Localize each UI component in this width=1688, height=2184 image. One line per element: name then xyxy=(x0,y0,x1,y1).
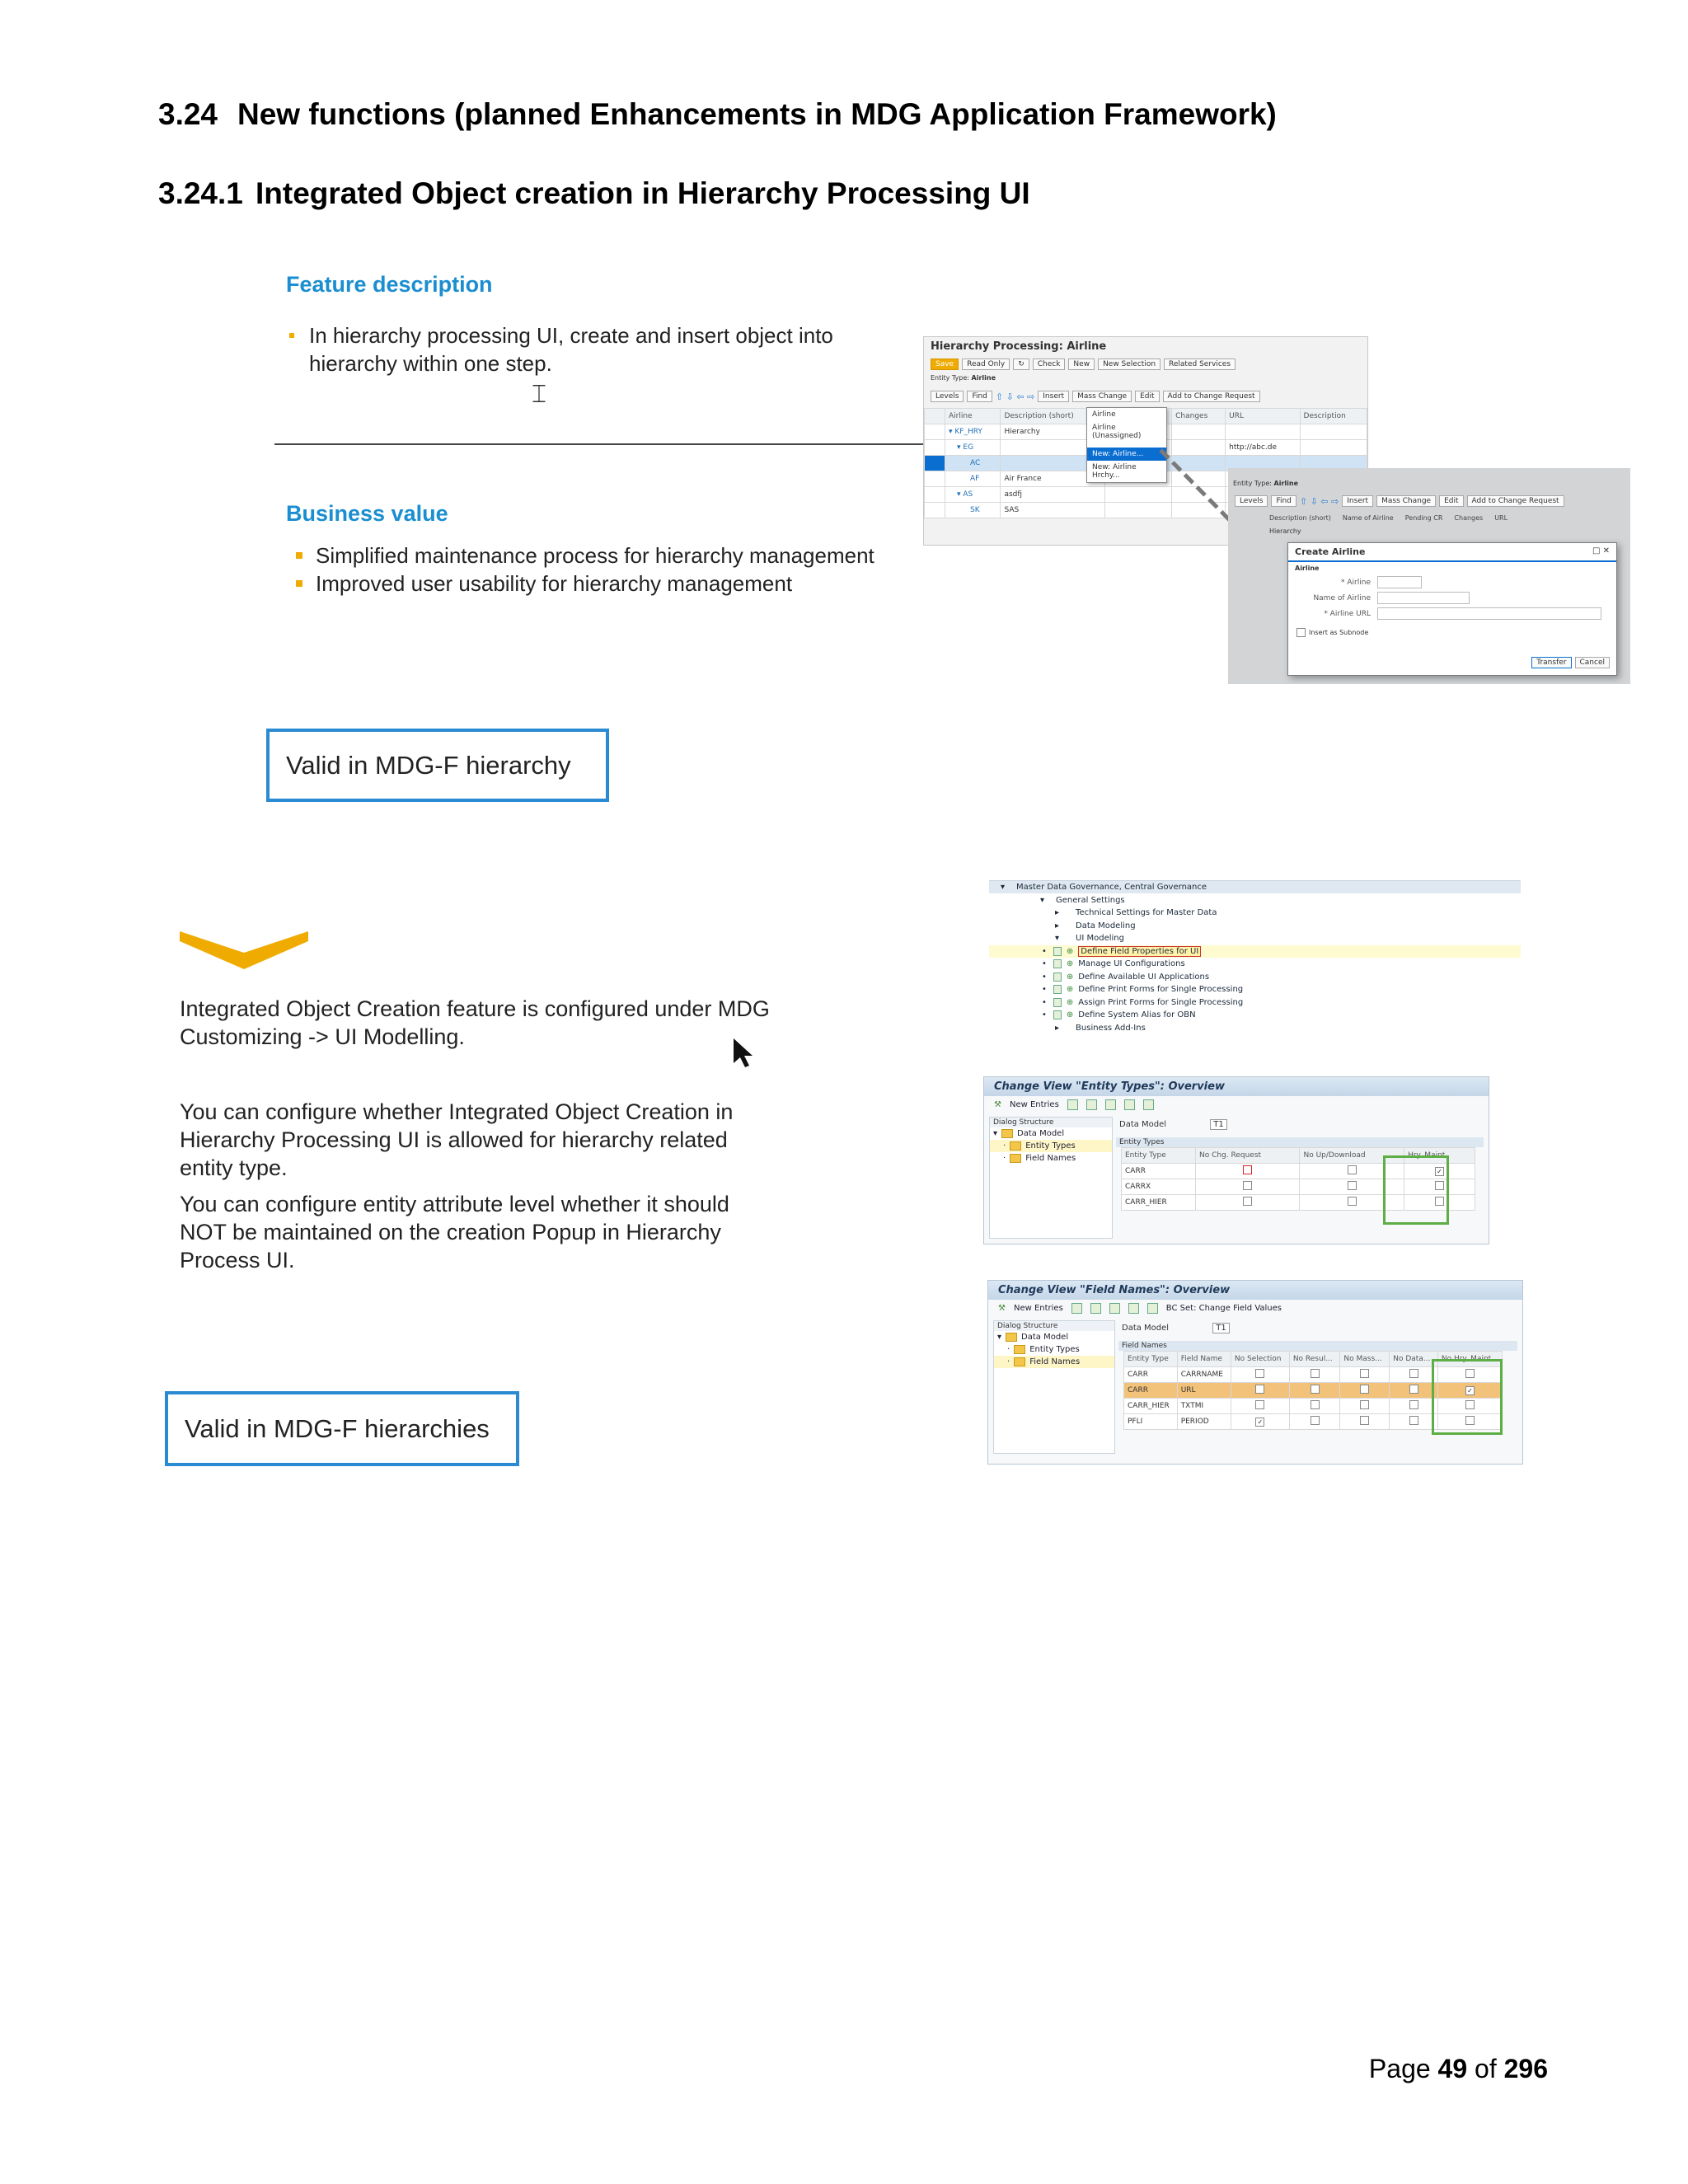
copy-icon[interactable] xyxy=(1071,1303,1082,1314)
url-field-row: * Airline URL xyxy=(1288,606,1616,621)
tree-item[interactable] xyxy=(989,881,1521,894)
col-description-2: Description xyxy=(1300,409,1367,424)
tree-item[interactable]: • ⊕ Assign Print Forms for Single Processing xyxy=(1042,997,1244,1007)
tree-item[interactable] xyxy=(989,1022,1521,1035)
expand-toggle-icon[interactable]: ▾ xyxy=(1001,883,1006,893)
chevron-down-icon xyxy=(180,931,308,971)
entity-types-table: Entity Type No Chg. Request No Up/Download Hry. Maint. CARR ✓ CARRX CARR_HIER xyxy=(1121,1147,1475,1211)
display-change-icon[interactable]: ⚒ xyxy=(994,1100,1001,1109)
tree-field-names[interactable]: · Field Names xyxy=(994,1356,1114,1368)
tree-entity-types[interactable]: · Entity Types xyxy=(1007,1345,1080,1354)
copy-icon[interactable] xyxy=(1067,1099,1078,1110)
table-row[interactable]: AC xyxy=(925,456,1367,471)
refresh-button[interactable]: ↻ xyxy=(1013,359,1029,370)
menu-item-airline[interactable]: Airline xyxy=(1092,410,1116,419)
bg-toolbar: Levels Find ⇧ ⇩ ⇦ ⇨ Insert Mass Change Edit Add to Change Request xyxy=(1228,493,1571,509)
tree-item[interactable] xyxy=(989,932,1521,945)
highlight-frame xyxy=(1383,1155,1449,1225)
select-all-icon[interactable] xyxy=(1124,1099,1135,1110)
col-url: URL xyxy=(1226,409,1300,424)
transfer-button[interactable]: Transfer xyxy=(1531,657,1571,668)
execute-icon[interactable]: ⊕ xyxy=(1066,985,1074,995)
data-model-input[interactable]: T1 xyxy=(1212,1323,1229,1333)
paragraph-attribute-level: You can configure entity attribute level whether it should NOT be maintained on the creation Popup in Hierarchy Process UI. xyxy=(180,1192,729,1272)
bg-entity-type: Entity Type: Airline xyxy=(1233,480,1299,487)
expand-toggle-icon[interactable]: ▸ xyxy=(1055,921,1060,930)
insert-button[interactable]: Insert xyxy=(1038,391,1069,402)
tree-item-label: General Settings xyxy=(1056,895,1125,905)
grid-toolbar xyxy=(924,388,1367,405)
data-model-line: Data Model T1 xyxy=(1116,1117,1484,1132)
dialog-section: Airline xyxy=(1295,565,1320,572)
section-title: New functions (planned Enhancements in MDG Application Framework) xyxy=(237,97,1277,131)
deselect-icon[interactable] xyxy=(1147,1303,1158,1314)
document-icon xyxy=(1053,1010,1062,1019)
table-row[interactable]: CARR URL ✓ xyxy=(1124,1383,1503,1399)
tree-entity-types[interactable]: · Entity Types xyxy=(990,1140,1112,1152)
mass-change-button[interactable]: Mass Change xyxy=(1072,391,1132,402)
entity-types-content: Data Model T1 Entity Types Entity Type No Chg. Request No Up/Download Hry. Maint. CARR ✓ CARRX CARR_HIER xyxy=(1116,1117,1484,1239)
tree-item-label: Business Add-Ins xyxy=(1076,1023,1146,1033)
feature-bullet: In hierarchy processing UI, create and insert object into hierarchy within one step. xyxy=(286,321,919,377)
bg-arrows-icon: ⇧ ⇩ ⇦ ⇨ xyxy=(1299,495,1339,507)
table-row[interactable]: CARR_HIER xyxy=(1122,1195,1475,1211)
table-row[interactable]: CARRX xyxy=(1122,1179,1475,1195)
tree-item[interactable]: • ⊕ Define Available UI Applications xyxy=(1042,972,1210,982)
business-value-list xyxy=(293,541,927,598)
table-row[interactable]: ▾ KF_HRY Hierarchy xyxy=(925,424,1367,440)
airline-input[interactable] xyxy=(1377,576,1422,588)
text-cursor-icon: ⌶ xyxy=(532,381,546,408)
field-names-screenshot xyxy=(987,1280,1523,1465)
levels-button[interactable]: Levels xyxy=(931,391,964,402)
cancel-button[interactable]: Cancel xyxy=(1575,657,1611,668)
footer-of: of xyxy=(1475,2054,1497,2083)
entity-types-title: Change View "Entity Types": Overview xyxy=(984,1077,1489,1096)
close-icon[interactable]: ✕ xyxy=(1602,546,1610,555)
table-row[interactable]: ▾ AS asdfj xyxy=(925,487,1367,503)
execute-icon[interactable]: ⊕ xyxy=(1066,997,1074,1007)
document-icon xyxy=(1053,985,1062,994)
field-names-table: Entity Type Field Name No Selection No Resul... No Mass... No Data... No Hry. Maint. CARR CARRNAME CARR URL ✓ CARR_HIER TXTMI PFLI PERIOD ✓ xyxy=(1123,1351,1503,1430)
name-field-row: Name of Airline xyxy=(1288,590,1616,606)
check-button[interactable]: Check xyxy=(1033,359,1066,370)
valid-note-1: Valid in MDG-F hierarchy xyxy=(266,729,609,802)
business-value-title: Business value xyxy=(286,501,448,526)
customizing-tree-screenshot xyxy=(989,880,1521,1034)
tree-item-label: Assign Print Forms for Single Processing xyxy=(1078,997,1244,1007)
dialog-structure-panel: Dialog Structure ▾ Data Model · Entity Types · Field Names xyxy=(989,1117,1113,1239)
execute-icon[interactable]: ⊕ xyxy=(1066,959,1074,969)
dialog-buttons xyxy=(1531,657,1610,668)
entity-type-line: Entity Type: Airline xyxy=(931,374,996,382)
name-input[interactable] xyxy=(1377,592,1470,604)
maximize-icon[interactable]: □ xyxy=(1592,546,1601,555)
create-airline-screenshot xyxy=(1228,468,1630,684)
new-button[interactable]: New xyxy=(1068,359,1095,370)
expand-toggle-icon[interactable]: ▾ xyxy=(1055,934,1060,944)
bc-set-button[interactable]: BC Set: Change Field Values xyxy=(1165,1304,1282,1313)
table-row[interactable]: SK SAS xyxy=(925,503,1367,518)
create-airline-dialog xyxy=(1287,542,1617,676)
undo-icon[interactable] xyxy=(1109,1303,1120,1314)
tree-item[interactable] xyxy=(989,907,1521,920)
table-row[interactable]: AF Air France xyxy=(925,471,1367,487)
highlight-frame xyxy=(1432,1359,1503,1435)
field-names-content: Data Model T1 Field Names Entity Type Field Name No Selection No Resul... No Mass... No Data... No Hry. Maint. CARR CARRNAME CARR URL ✓ CARR_HIER TXTMI PFLI PERIOD ✓ xyxy=(1118,1320,1517,1454)
insert-subnode-checkbox[interactable] xyxy=(1296,628,1306,637)
subsection-title: Integrated Object creation in Hierarchy Processing UI xyxy=(256,176,1030,210)
mouse-pointer-icon xyxy=(732,1037,753,1076)
dialog-structure-panel: Dialog Structure ▾ Data Model · Entity Types · Field Names xyxy=(993,1320,1115,1454)
add-to-cr-button[interactable]: Add to Change Request xyxy=(1163,391,1260,402)
read-only-button[interactable]: Read Only xyxy=(962,359,1010,370)
bg-column-headers: Description (short) Name of Airline Pending CR Changes URL xyxy=(1269,514,1508,522)
subsection-heading xyxy=(158,176,1030,211)
tree-item-label: Define Available UI Applications xyxy=(1078,972,1210,982)
delete-icon[interactable] xyxy=(1090,1303,1101,1314)
footer-prefix: Page xyxy=(1368,2054,1431,2083)
section-heading xyxy=(158,97,1277,132)
save-button[interactable]: Save xyxy=(931,359,959,370)
tree-data-model[interactable]: ▾ Data Model xyxy=(993,1129,1065,1138)
business-bullet-1: Simplified maintenance process for hierarchy management xyxy=(293,541,927,569)
entity-type-label: Entity Type xyxy=(931,374,968,382)
hierarchy-toolbar xyxy=(924,356,1367,373)
tree-item-label: Technical Settings for Master Data xyxy=(1076,908,1217,918)
menu-item-new-airline[interactable]: New: Airline... xyxy=(1087,448,1166,461)
new-entries-button[interactable]: New Entries xyxy=(1009,1100,1059,1109)
tree-data-model[interactable]: ▾ Data Model xyxy=(997,1333,1069,1342)
new-selection-button[interactable]: New Selection xyxy=(1098,359,1160,370)
subnode-checkbox-row: Insert as Subnode xyxy=(1288,621,1616,644)
tree-item[interactable]: • ⊕ Define Field Properties for UI xyxy=(989,945,1521,958)
col-description: Description (short) xyxy=(1001,409,1104,424)
table-row[interactable]: CARR CARRNAME xyxy=(1124,1367,1503,1383)
menu-item-airline-unassigned[interactable]: Airline (Unassigned) xyxy=(1092,424,1142,440)
tree-item[interactable] xyxy=(989,894,1521,907)
paragraph-configured: Integrated Object Creation feature is configured under MDG Customizing -> UI Modelling. xyxy=(180,996,770,1049)
tree-item-label: Manage UI Configurations xyxy=(1078,959,1185,969)
tree-item[interactable] xyxy=(989,920,1521,933)
tree-item-label: Define System Alias for OBN xyxy=(1078,1010,1196,1020)
tree-item-label: Data Modeling xyxy=(1076,921,1136,930)
col-airline: Airline xyxy=(945,409,1001,424)
deselect-icon[interactable] xyxy=(1143,1099,1154,1110)
dialog-title: Create Airline xyxy=(1295,546,1366,557)
tree-item-label: UI Modeling xyxy=(1076,934,1124,944)
tree-item[interactable]: • ⊕ Define Print Forms for Single Processing xyxy=(1042,985,1244,995)
entity-types-screenshot xyxy=(983,1076,1489,1244)
total-pages: 296 xyxy=(1503,2054,1548,2083)
expand-toggle-icon[interactable]: ▸ xyxy=(1055,908,1060,918)
valid-note-2: Valid in MDG-F hierarchies xyxy=(165,1391,519,1466)
section-number: 3.24 xyxy=(158,97,218,131)
data-model-input[interactable]: T1 xyxy=(1210,1119,1226,1130)
document-icon xyxy=(1053,998,1062,1007)
menu-item-new-airline-hrchy[interactable]: New: Airline Hrchy... xyxy=(1092,463,1137,480)
new-entries-button[interactable]: New Entries xyxy=(1013,1304,1063,1313)
field-names-title: Change View "Field Names": Overview xyxy=(988,1281,1522,1300)
related-services-button[interactable]: Related Services xyxy=(1164,359,1236,370)
delete-icon[interactable] xyxy=(1086,1099,1097,1110)
entity-type-value: Airline xyxy=(971,374,996,382)
display-change-icon[interactable]: ⚒ xyxy=(998,1304,1006,1313)
undo-icon[interactable] xyxy=(1105,1099,1116,1110)
field-names-toolbar xyxy=(988,1300,1522,1317)
tree-item-label: Master Data Governance, Central Governance xyxy=(1016,883,1207,893)
table-row[interactable]: CARR ✓ xyxy=(1122,1164,1475,1179)
table-row[interactable]: PFLI PERIOD ✓ xyxy=(1124,1414,1503,1430)
tree-item[interactable]: • ⊕ Manage UI Configurations xyxy=(1042,959,1185,969)
subsection-number: 3.24.1 xyxy=(158,176,243,210)
expand-toggle-icon[interactable]: ▸ xyxy=(1055,1023,1060,1033)
url-input[interactable] xyxy=(1377,607,1601,620)
tree-item[interactable]: • ⊕ Define System Alias for OBN xyxy=(1042,1010,1196,1020)
page-footer xyxy=(1369,2054,1548,2084)
bg-hierarchy-row: Hierarchy xyxy=(1269,527,1301,535)
slide-divider xyxy=(274,443,926,445)
document-icon xyxy=(1053,959,1062,968)
document-icon xyxy=(1053,947,1062,956)
expand-toggle-icon[interactable]: ▾ xyxy=(1040,895,1045,905)
feature-description-title: Feature description xyxy=(286,272,493,297)
select-all-icon[interactable] xyxy=(1128,1303,1139,1314)
table-row[interactable]: CARR_HIER TXTMI xyxy=(1124,1399,1503,1414)
edit-button[interactable]: Edit xyxy=(1135,391,1159,402)
current-page: 49 xyxy=(1437,2054,1468,2083)
dialog-controls xyxy=(1592,546,1610,557)
hierarchy-title: Hierarchy Processing: Airline xyxy=(931,340,1107,353)
tree-item-label: Define Print Forms for Single Processing xyxy=(1078,985,1244,995)
business-bullet-2: Improved user usability for hierarchy management xyxy=(293,569,927,598)
data-model-line: Data Model T1 xyxy=(1118,1320,1517,1336)
airline-field-row: * Airline xyxy=(1288,574,1616,590)
tree-item-label: Define Field Properties for UI xyxy=(1078,946,1201,957)
paragraph-entity-type: You can configure whether Integrated Object Creation in Hierarchy Processing UI is allowed for hierarchy related entity type. xyxy=(180,1099,734,1180)
entity-types-toolbar xyxy=(984,1096,1489,1113)
execute-icon[interactable]: ⊕ xyxy=(1066,1010,1074,1020)
execute-icon[interactable]: ⊕ xyxy=(1066,946,1074,956)
move-arrows-icon[interactable]: ⇧ ⇩ ⇦ ⇨ xyxy=(995,391,1035,402)
table-row[interactable]: ▾ EG http://abc.de xyxy=(925,440,1367,456)
execute-icon[interactable]: ⊕ xyxy=(1066,972,1074,982)
col-changes: Changes xyxy=(1172,409,1226,424)
customizing-tree xyxy=(989,881,1521,1034)
find-button[interactable]: Find xyxy=(967,391,992,402)
document-icon xyxy=(1053,972,1062,982)
tree-field-names[interactable]: · Field Names xyxy=(1003,1154,1076,1163)
